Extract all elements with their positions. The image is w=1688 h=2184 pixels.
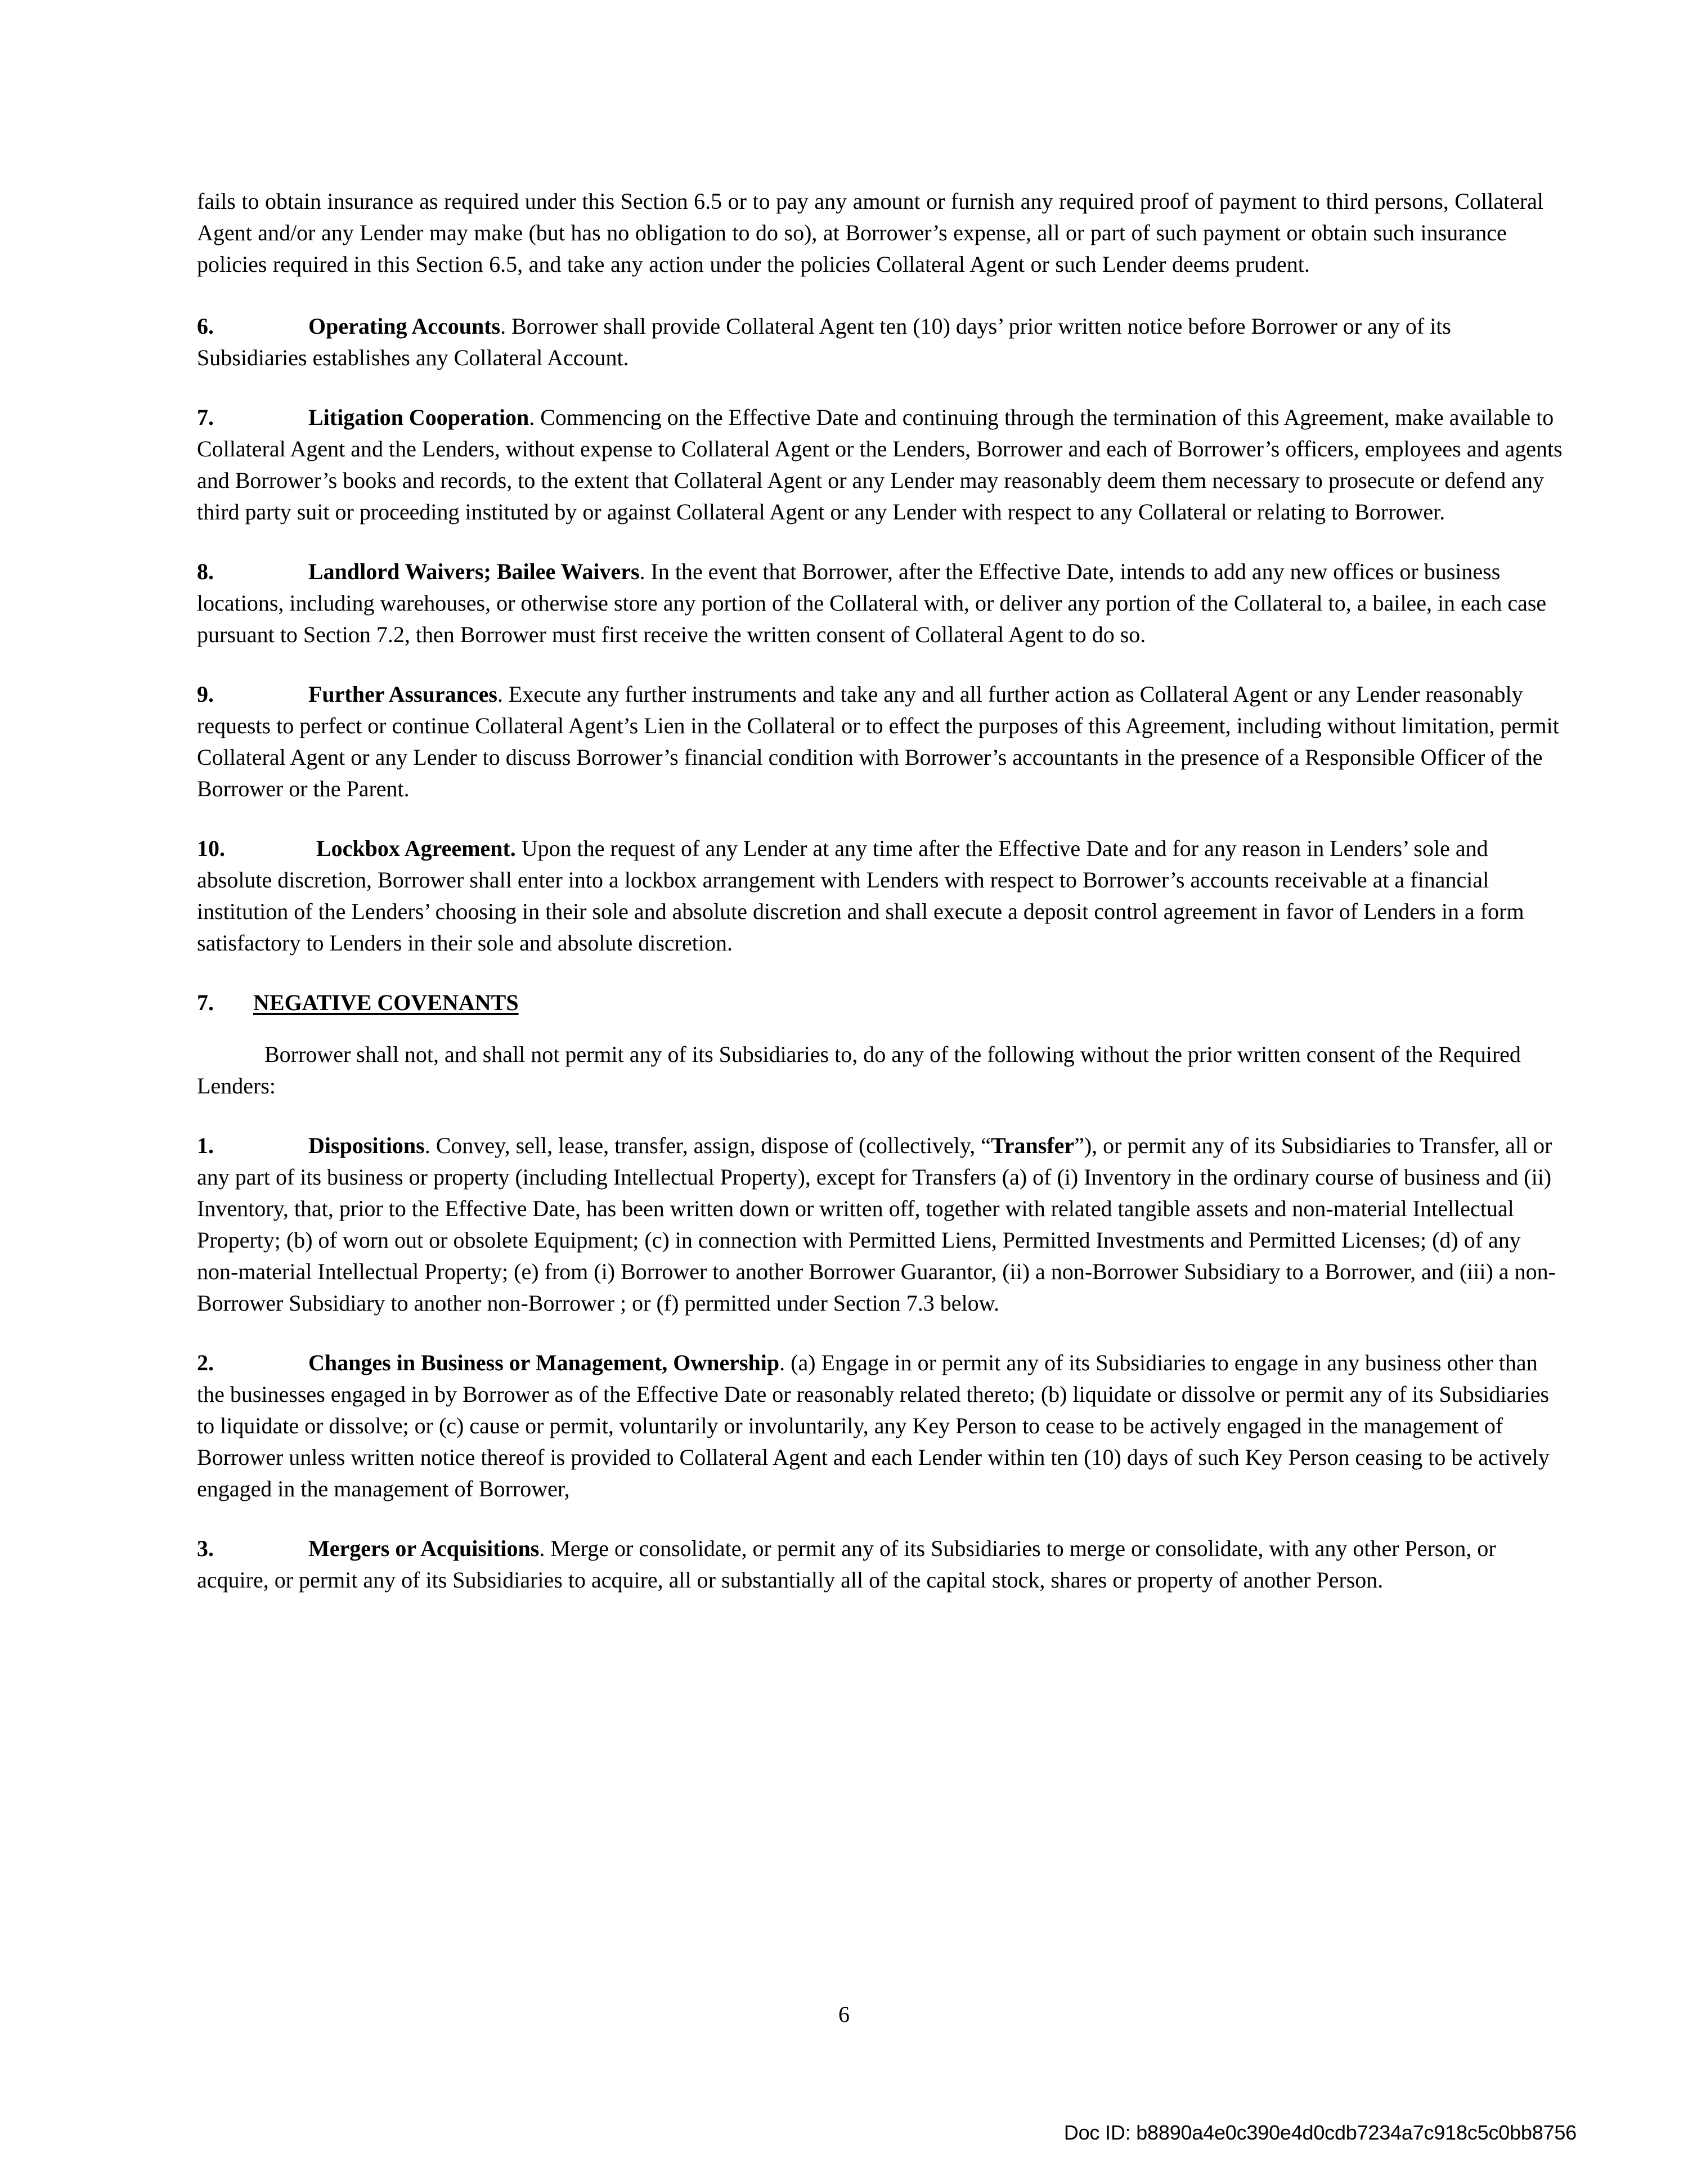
- covenant-text: . (a) Engage in or permit any of its Subsidiaries to engage in any business other than the businesses engaged in by Borrower as of the Effective Date or reasonably related thereto; (b) liquidate or dissolve or permit any of its Subsidiaries to liquidate or dissolve; or (c) cause or permit, voluntarily or involuntarily, any Key Person to cease to be actively engaged in the management of Borrower unless written notice thereof is provided to Collateral Agent and each Lender within ten (10) days of such Key Person ceasing to be actively engaged in the management of Borrower,: [197, 1350, 1550, 1501]
- clause-heading: Landlord Waivers; Bailee Waivers: [308, 559, 640, 584]
- covenant-text: . Merge or consolidate, or permit any of its Subsidiaries to merge or consolidate, with any other Person, or acquire, or permit any of its Subsidiaries to acquire, all or substantially all of the capital stock, shares or property of another Person.: [197, 1536, 1496, 1593]
- covenant-text-before: . Convey, sell, lease, transfer, assign, dispose of (collectively, “: [424, 1133, 991, 1158]
- covenant-number: 3.: [197, 1536, 214, 1561]
- clause-text: . Execute any further instruments and take any and all further action as Collateral Agent or any Lender reasonably requests to perfect or continue Collateral Agent’s Lien in the Collateral or to effect the purposes of this Agreement, including without limitation, permit Collateral Agent or any Lender to discuss Borrower’s financial condition with Borrower’s accountants in the presence of a Responsible Officer of the Borrower or the Parent.: [197, 681, 1559, 801]
- page-number: 6: [838, 2002, 850, 2027]
- section-heading-negative-covenants: [197, 987, 1564, 1019]
- clause-heading: Operating Accounts: [308, 313, 501, 339]
- covenant-heading: Mergers or Acquisitions: [308, 1536, 540, 1561]
- clause-further-assurances: [197, 679, 1564, 805]
- covenant-changes-in-business-management-ownership: [197, 1347, 1564, 1505]
- clause-lockbox-agreement: [197, 833, 1564, 959]
- section-intro-paragraph: Borrower shall not, and shall not permit any of its Subsidiaries to, do any of the following without the prior written consent of the Required Lenders:: [197, 1042, 1521, 1098]
- clause-text: . In the event that Borrower, after the Effective Date, intends to add any new offices or business locations, including warehouses, or otherwise store any portion of the Collateral with, or deliver any portion of the Collateral to, a bailee, in each case pursuant to Section 7.2, then Borrower must first receive the written consent of Collateral Agent to do so.: [197, 559, 1547, 647]
- section-number: 7.: [197, 990, 214, 1015]
- clause-number: 6.: [197, 313, 214, 339]
- covenant-mergers-or-acquisitions: [197, 1533, 1564, 1596]
- clause-number: 10.: [197, 836, 225, 861]
- clause-operating-accounts: [197, 311, 1564, 374]
- covenant-heading: Changes in Business or Management, Ownership: [308, 1350, 780, 1375]
- covenant-number: 2.: [197, 1350, 214, 1375]
- clause-number: 9.: [197, 681, 214, 707]
- clause-number: 8.: [197, 559, 214, 584]
- clause-landlord-bailee-waivers: [197, 556, 1564, 651]
- clause-number: 7.: [197, 405, 214, 430]
- continued-paragraph: fails to obtain insurance as required under this Section 6.5 or to pay any amount or furnish any required proof of payment to third persons, Collateral Agent and/or any Lender may make (but has no obligation to do so), at Borrower’s expense, all or part of such payment or obtain such insurance policies required in this Section 6.5, and take any action under the policies Collateral Agent or such Lender deems prudent.: [197, 189, 1544, 277]
- defined-term-transfer: Transfer: [991, 1133, 1075, 1158]
- covenant-dispositions: [197, 1130, 1564, 1319]
- covenant-text-after: ”), or permit any of its Subsidiaries to Transfer, all or any part of its business or property (including Intellectual Property), except for Transfers (a) of (i) Inventory in the ordinary course of business and (ii) Inventory, that, prior to the Effective Date, has been written down or written off, together with related tangible assets and non-material Intellectual Property; (b) of worn out or obsolete Equipment; (c) in connection with Permitted Liens, Permitted Investments and Permitted Licenses; (d) of any non-material Intellectual Property; (e) from (i) Borrower to another Borrower Guarantor, (ii) a non-Borrower Subsidiary to a Borrower, and (iii) a non-Borrower Subsidiary to another non-Borrower ; or (f) permitted under Section 7.3 below.: [197, 1133, 1556, 1316]
- clause-heading: Lockbox Agreement.: [316, 836, 516, 861]
- covenant-heading: Dispositions: [308, 1133, 425, 1158]
- clause-litigation-cooperation: [197, 402, 1564, 528]
- covenant-number: 1.: [197, 1133, 214, 1158]
- clause-text: Upon the request of any Lender at any time after the Effective Date and for any reason in Lenders’ sole and absolute discretion, Borrower shall enter into a lockbox arrangement with Lenders with respect to Borrower’s accounts receivable at a financial institution of the Lenders’ choosing in their sole and absolute discretion and shall execute a deposit control agreement in favor of Lenders in a form satisfactory to Lenders in their sole and absolute discretion.: [197, 836, 1524, 956]
- page-content: [197, 186, 1564, 1624]
- doc-id-footer: Doc ID: b8890a4e0c390e4d0cdb7234a7c918c5c0bb8756: [1063, 2121, 1577, 2144]
- clause-text: . Borrower shall provide Collateral Agent ten (10) days’ prior written notice before Borrower or any of its Subsidiaries establishes any Collateral Account.: [197, 313, 1451, 370]
- clause-text: . Commencing on the Effective Date and continuing through the termination of this Agreement, make available to Collateral Agent and the Lenders, without expense to Collateral Agent or the Lenders, Borrower and each of Borrower’s officers, employees and agents and Borrower’s books and records, to the extent that Collateral Agent or any Lender may reasonably deem them necessary to prosecute or defend any third party suit or proceeding instituted by or against Collateral Agent or any Lender with respect to any Collateral or relating to Borrower.: [197, 405, 1563, 524]
- clause-heading: Further Assurances: [308, 681, 497, 707]
- clause-heading: Litigation Cooperation: [308, 405, 529, 430]
- section-title: NEGATIVE COVENANTS: [253, 990, 519, 1015]
